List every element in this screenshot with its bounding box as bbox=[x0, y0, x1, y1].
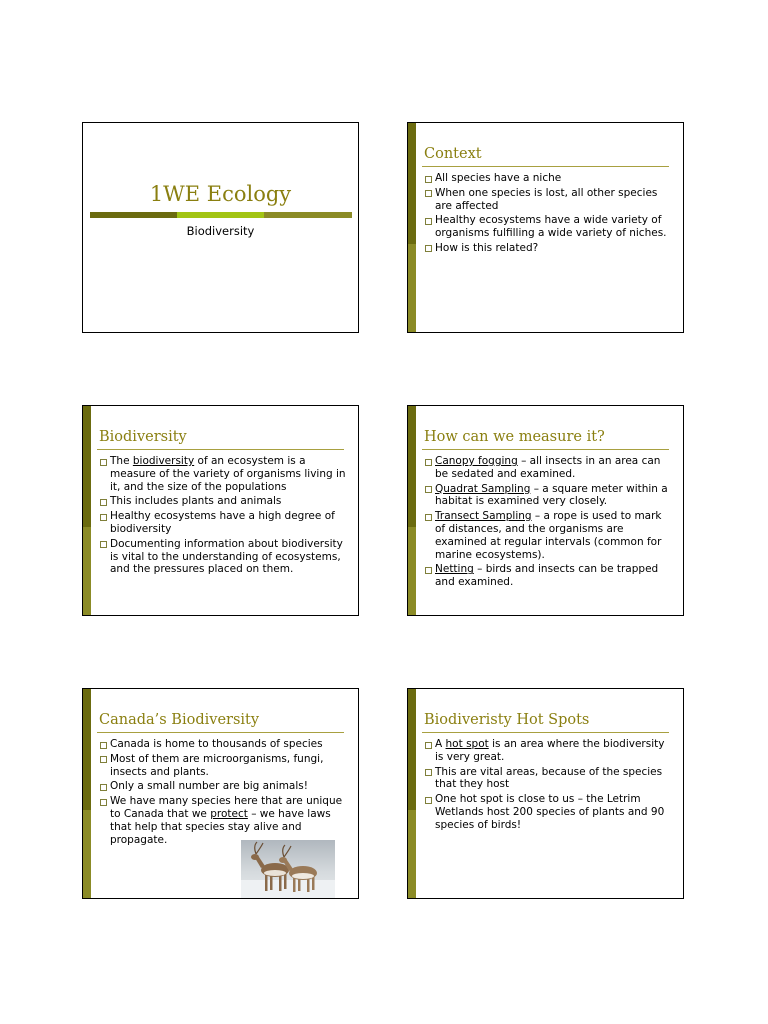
bullet-square-icon bbox=[100, 541, 107, 548]
term-protect: protect bbox=[210, 807, 248, 820]
term-canopy-fogging: Canopy fogging bbox=[435, 455, 518, 467]
slide-context bbox=[407, 122, 684, 333]
slide-title-subtitle: Biodiversity bbox=[186, 224, 255, 238]
slide-heading: Biodiversity bbox=[99, 429, 187, 445]
term-netting: Netting bbox=[435, 563, 474, 576]
slide-hot-spots bbox=[407, 688, 684, 899]
bullet-square-icon bbox=[425, 769, 432, 776]
bullet-item: All species have a niche bbox=[425, 172, 673, 185]
slide-heading: How can we measure it? bbox=[424, 429, 605, 445]
bullet-item: Healthy ecosystems have a wide variety of organisms fulfilling a wide variety of niches. bbox=[425, 214, 673, 240]
bullet-item: This are vital areas, because of the species that they host bbox=[425, 766, 673, 792]
bullet-item: Canopy fogging – all insects in an area can be sedated and examined. bbox=[425, 455, 673, 481]
title-rule bbox=[422, 449, 669, 450]
title-rule bbox=[97, 732, 344, 733]
caribou-photo bbox=[241, 840, 335, 898]
title-rule bbox=[422, 166, 669, 167]
bullet-square-icon bbox=[100, 499, 107, 506]
bullet-item: Netting – birds and insects can be trapped and examined. bbox=[425, 563, 673, 589]
bullet-item: A hot spot is an area where the biodiversity is very great. bbox=[425, 738, 673, 764]
bullet-square-icon bbox=[425, 567, 432, 574]
bullet-item: Transect Sampling – a rope is used to mark of distances, and the organisms are examined at regular intervals (common for marine ecosystems). bbox=[425, 510, 673, 561]
bullet-square-icon bbox=[100, 756, 107, 763]
slide-title bbox=[82, 122, 359, 333]
title-rule bbox=[422, 732, 669, 733]
bullet-item: Canada is home to thousands of species bbox=[100, 738, 348, 751]
bullet-square-icon bbox=[425, 486, 432, 493]
bullet-list bbox=[100, 455, 348, 578]
bullet-square-icon bbox=[425, 742, 432, 749]
term-quadrat-sampling: Quadrat Sampling bbox=[435, 482, 531, 495]
bullet-item: Most of them are microorganisms, fungi, insects and plants. bbox=[100, 753, 348, 779]
bullet-item: When one species is lost, all other species are affected bbox=[425, 187, 673, 213]
bullet-square-icon bbox=[425, 797, 432, 804]
slide-title-heading: 1WE Ecology bbox=[149, 182, 292, 206]
bullet-item: Healthy ecosystems have a high degree of biodiversity bbox=[100, 510, 348, 536]
bullet-square-icon bbox=[425, 218, 432, 225]
accent-bar bbox=[408, 406, 416, 615]
slide-measure bbox=[407, 405, 684, 616]
slide-biodiversity bbox=[82, 405, 359, 616]
accent-bar bbox=[408, 123, 416, 332]
bullet-item: We have many species here that are unique to Canada that we protect – we have laws that help that species stay alive and propagate. bbox=[100, 795, 348, 846]
accent-bar bbox=[83, 406, 91, 615]
slide-canada-biodiversity bbox=[82, 688, 359, 899]
term-hot-spot: hot spot bbox=[445, 738, 489, 750]
bullet-item: Only a small number are big animals! bbox=[100, 780, 348, 793]
bullet-item: One hot spot is close to us – the Letrim Wetlands host 200 species of plants and 90 species of birds! bbox=[425, 793, 673, 831]
slide-heading: Context bbox=[424, 146, 482, 162]
bullet-item: The biodiversity of an ecosystem is a measure of the variety of organisms living in it, and the size of the populations bbox=[100, 455, 348, 493]
bullet-square-icon bbox=[100, 514, 107, 521]
bullet-square-icon bbox=[425, 176, 432, 183]
term-biodiversity: biodiversity bbox=[132, 455, 195, 467]
bullet-square-icon bbox=[425, 245, 432, 252]
accent-bar bbox=[408, 689, 416, 898]
title-bar-light bbox=[177, 212, 264, 218]
term-transect-sampling: Transect Sampling bbox=[435, 510, 532, 523]
bullet-square-icon bbox=[100, 799, 107, 806]
bullet-square-icon bbox=[425, 190, 432, 197]
bullet-item: How is this related? bbox=[425, 242, 673, 255]
title-rule bbox=[97, 449, 344, 450]
bullet-square-icon bbox=[425, 514, 432, 521]
slide-heading: Canada’s Biodiversity bbox=[99, 712, 260, 728]
bullet-list bbox=[100, 738, 348, 848]
caribou-illustration bbox=[241, 840, 335, 898]
bullet-item: Documenting information about biodiversity is vital to the understanding of ecosystems, and the pressures placed on them. bbox=[100, 538, 348, 576]
bullet-list bbox=[425, 455, 673, 591]
title-bar-dark bbox=[90, 212, 177, 218]
bullet-square-icon bbox=[100, 459, 107, 466]
bullet-item: This includes plants and animals bbox=[100, 495, 348, 508]
accent-bar bbox=[83, 689, 91, 898]
slide-heading: Biodiveristy Hot Spots bbox=[424, 712, 590, 728]
title-bar-olive bbox=[264, 212, 352, 218]
bullet-square-icon bbox=[100, 784, 107, 791]
bullet-square-icon bbox=[100, 742, 107, 749]
bullet-item: Quadrat Sampling – a square meter within a habitat is examined very closely. bbox=[425, 483, 673, 509]
bullet-list bbox=[425, 172, 673, 257]
bullet-square-icon bbox=[425, 459, 432, 466]
bullet-list bbox=[425, 738, 673, 834]
